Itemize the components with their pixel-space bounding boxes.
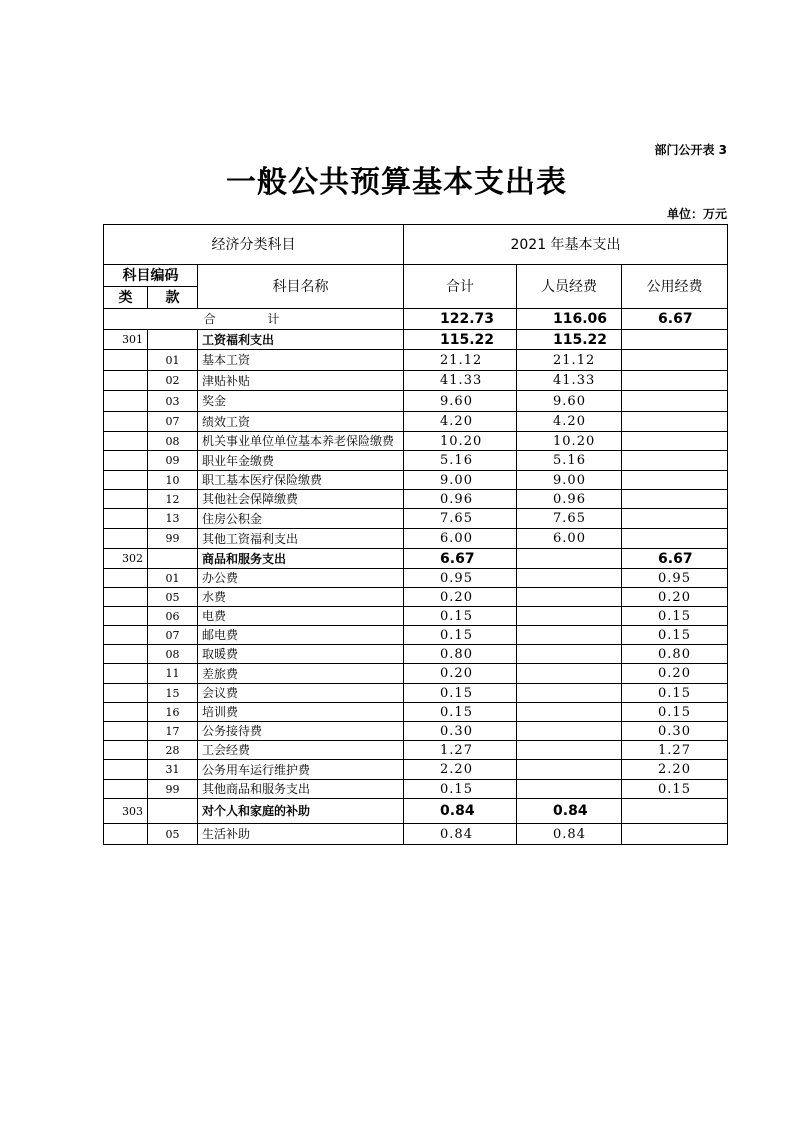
subject-name-cell: 绩效工资 — [198, 412, 404, 432]
item-code-cell: 05 — [148, 824, 198, 845]
public-header: 公用经费 — [622, 265, 728, 309]
table-row — [104, 703, 728, 722]
item-code-cell: 02 — [148, 371, 198, 391]
subject-code-header: 科目编码 — [104, 265, 198, 287]
table-row — [104, 684, 728, 703]
personnel-cell: 0.96 — [517, 490, 622, 509]
subject-name-cell: 取暖费 — [198, 645, 404, 664]
class-code-cell — [104, 607, 148, 626]
table-row — [104, 780, 728, 799]
public-cell — [622, 432, 728, 451]
personnel-cell — [517, 549, 622, 569]
item-code-cell: 99 — [148, 529, 198, 549]
class-code-cell: 303 — [104, 799, 148, 824]
personnel-cell — [517, 569, 622, 588]
subject-name-cell: 水费 — [198, 588, 404, 607]
public-cell: 6.67 — [622, 549, 728, 569]
item-code-cell — [148, 549, 198, 569]
total-header: 合计 — [404, 265, 517, 309]
class-code-cell — [104, 664, 148, 684]
class-code-cell — [104, 490, 148, 509]
class-code-cell — [104, 780, 148, 799]
personnel-header: 人员经费 — [517, 265, 622, 309]
personnel-cell — [517, 684, 622, 703]
total-cell: 0.20 — [404, 588, 517, 607]
budget-table — [103, 224, 728, 845]
table-row — [104, 371, 728, 391]
subject-name-cell: 差旅费 — [198, 664, 404, 684]
class-code-cell: 301 — [104, 330, 148, 350]
personnel-cell: 0.84 — [517, 824, 622, 845]
personnel-cell: 6.00 — [517, 529, 622, 549]
class-code-cell — [104, 760, 148, 780]
personnel-cell: 21.12 — [517, 350, 622, 371]
subject-name-cell: 机关事业单位单位基本养老保险缴费 — [198, 432, 404, 451]
table-row — [104, 432, 728, 451]
subject-name-cell: 培训费 — [198, 703, 404, 722]
subject-name-cell: 职业年金缴费 — [198, 451, 404, 471]
subject-name-cell: 工会经费 — [198, 741, 404, 760]
class-code-cell — [104, 432, 148, 451]
public-cell — [622, 330, 728, 350]
public-cell: 0.20 — [622, 588, 728, 607]
personnel-cell — [517, 760, 622, 780]
public-cell — [622, 350, 728, 371]
public-cell — [622, 529, 728, 549]
item-code-cell: 28 — [148, 741, 198, 760]
public-cell — [622, 451, 728, 471]
subject-name-cell: 会议费 — [198, 684, 404, 703]
total-personnel: 116.06 — [517, 309, 622, 330]
public-cell — [622, 471, 728, 490]
table-row — [104, 664, 728, 684]
class-code-cell: 302 — [104, 549, 148, 569]
total-label: 合 计 — [104, 309, 404, 330]
table-row — [104, 451, 728, 471]
table-row — [104, 529, 728, 549]
public-cell: 1.27 — [622, 741, 728, 760]
item-code-cell: 31 — [148, 760, 198, 780]
subject-name-cell: 其他社会保障缴费 — [198, 490, 404, 509]
total-cell: 0.80 — [404, 645, 517, 664]
personnel-cell — [517, 703, 622, 722]
item-code-cell: 10 — [148, 471, 198, 490]
personnel-cell: 5.16 — [517, 451, 622, 471]
public-cell — [622, 824, 728, 845]
item-code-cell: 01 — [148, 350, 198, 371]
class-code-cell — [104, 529, 148, 549]
total-cell: 0.95 — [404, 569, 517, 588]
item-code-cell: 07 — [148, 412, 198, 432]
class-code-cell — [104, 569, 148, 588]
public-cell: 0.15 — [622, 607, 728, 626]
public-cell — [622, 412, 728, 432]
table-row — [104, 549, 728, 569]
item-code-cell: 12 — [148, 490, 198, 509]
personnel-cell — [517, 607, 622, 626]
item-code-cell: 08 — [148, 432, 198, 451]
item-code-cell: 06 — [148, 607, 198, 626]
personnel-cell: 115.22 — [517, 330, 622, 350]
total-public: 6.67 — [622, 309, 728, 330]
personnel-cell: 9.00 — [517, 471, 622, 490]
table-row — [104, 607, 728, 626]
table-row — [104, 471, 728, 490]
personnel-cell — [517, 722, 622, 741]
subject-name-cell: 公务用车运行维护费 — [198, 760, 404, 780]
item-header: 款 — [148, 287, 198, 309]
public-cell — [622, 509, 728, 529]
total-cell: 9.60 — [404, 391, 517, 412]
subject-name-cell: 办公费 — [198, 569, 404, 588]
header-row-1 — [104, 225, 728, 265]
total-cell: 0.15 — [404, 607, 517, 626]
public-cell: 2.20 — [622, 760, 728, 780]
total-cell: 0.15 — [404, 684, 517, 703]
table-row — [104, 626, 728, 645]
class-code-cell — [104, 824, 148, 845]
personnel-cell — [517, 780, 622, 799]
unit-label: 单位：万元 — [666, 207, 727, 221]
document-title: 一般公共预算基本支出表 — [226, 165, 567, 200]
public-cell: 0.30 — [622, 722, 728, 741]
personnel-cell: 9.60 — [517, 391, 622, 412]
public-cell: 0.80 — [622, 645, 728, 664]
total-cell: 115.22 — [404, 330, 517, 350]
class-header: 类 — [104, 287, 148, 309]
personnel-cell — [517, 588, 622, 607]
subject-name-cell: 基本工资 — [198, 350, 404, 371]
public-cell — [622, 799, 728, 824]
class-code-cell — [104, 626, 148, 645]
table-row — [104, 741, 728, 760]
public-cell: 0.15 — [622, 703, 728, 722]
public-cell — [622, 490, 728, 509]
class-code-cell — [104, 684, 148, 703]
item-code-cell: 15 — [148, 684, 198, 703]
public-cell: 0.95 — [622, 569, 728, 588]
class-code-cell — [104, 451, 148, 471]
class-code-cell — [104, 509, 148, 529]
item-code-cell: 03 — [148, 391, 198, 412]
total-cell: 4.20 — [404, 412, 517, 432]
class-code-cell — [104, 471, 148, 490]
total-cell: 5.16 — [404, 451, 517, 471]
item-code-cell: 07 — [148, 626, 198, 645]
personnel-cell — [517, 741, 622, 760]
item-code-cell: 13 — [148, 509, 198, 529]
personnel-cell — [517, 645, 622, 664]
public-cell: 0.15 — [622, 684, 728, 703]
personnel-cell: 41.33 — [517, 371, 622, 391]
personnel-cell: 7.65 — [517, 509, 622, 529]
total-cell: 0.96 — [404, 490, 517, 509]
personnel-cell: 10.20 — [517, 432, 622, 451]
subject-name-cell: 电费 — [198, 607, 404, 626]
econ-category-header: 经济分类科目 — [104, 225, 404, 265]
item-code-cell: 08 — [148, 645, 198, 664]
total-cell: 7.65 — [404, 509, 517, 529]
subject-name-cell: 住房公积金 — [198, 509, 404, 529]
subject-name-cell: 商品和服务支出 — [198, 549, 404, 569]
item-code-cell: 05 — [148, 588, 198, 607]
subject-name-cell: 其他商品和服务支出 — [198, 780, 404, 799]
table-row — [104, 824, 728, 845]
subject-name-cell: 邮电费 — [198, 626, 404, 645]
class-code-cell — [104, 350, 148, 371]
total-cell: 0.20 — [404, 664, 517, 684]
year-expense-header: 2021 年基本支出 — [404, 225, 728, 265]
personnel-cell: 0.84 — [517, 799, 622, 824]
total-cell: 0.30 — [404, 722, 517, 741]
subject-name-cell: 工资福利支出 — [198, 330, 404, 350]
table-row — [104, 412, 728, 432]
class-code-cell — [104, 391, 148, 412]
personnel-cell — [517, 626, 622, 645]
subject-name-cell: 对个人和家庭的补助 — [198, 799, 404, 824]
table-row — [104, 799, 728, 824]
class-code-cell — [104, 741, 148, 760]
public-cell — [622, 391, 728, 412]
total-cell: 41.33 — [404, 371, 517, 391]
public-cell: 0.20 — [622, 664, 728, 684]
table-row — [104, 722, 728, 741]
item-code-cell: 01 — [148, 569, 198, 588]
header-row-2 — [104, 265, 728, 287]
item-code-cell — [148, 799, 198, 824]
personnel-cell: 4.20 — [517, 412, 622, 432]
table-row — [104, 645, 728, 664]
subject-name-cell: 公务接待费 — [198, 722, 404, 741]
personnel-cell — [517, 664, 622, 684]
document-label: 部门公开表 3 — [654, 143, 727, 157]
total-cell: 0.84 — [404, 799, 517, 824]
table-row — [104, 588, 728, 607]
class-code-cell — [104, 588, 148, 607]
table-row — [104, 490, 728, 509]
total-cell: 1.27 — [404, 741, 517, 760]
table-row — [104, 760, 728, 780]
item-code-cell: 17 — [148, 722, 198, 741]
class-code-cell — [104, 371, 148, 391]
item-code-cell — [148, 330, 198, 350]
class-code-cell — [104, 722, 148, 741]
total-cell: 21.12 — [404, 350, 517, 371]
total-cell: 6.00 — [404, 529, 517, 549]
table-row — [104, 509, 728, 529]
total-cell: 2.20 — [404, 760, 517, 780]
table-row — [104, 391, 728, 412]
table-row — [104, 330, 728, 350]
subject-name-header: 科目名称 — [198, 265, 404, 309]
class-code-cell — [104, 703, 148, 722]
public-cell — [622, 371, 728, 391]
item-code-cell: 99 — [148, 780, 198, 799]
subject-name-cell: 职工基本医疗保险缴费 — [198, 471, 404, 490]
item-code-cell: 16 — [148, 703, 198, 722]
total-cell: 0.15 — [404, 703, 517, 722]
total-cell: 0.84 — [404, 824, 517, 845]
public-cell: 0.15 — [622, 626, 728, 645]
total-cell: 6.67 — [404, 549, 517, 569]
subject-name-cell: 津贴补贴 — [198, 371, 404, 391]
class-code-cell — [104, 412, 148, 432]
subject-name-cell: 其他工资福利支出 — [198, 529, 404, 549]
subject-name-cell: 奖金 — [198, 391, 404, 412]
total-cell: 10.20 — [404, 432, 517, 451]
table-row — [104, 350, 728, 371]
total-row — [104, 309, 728, 330]
subject-name-cell: 生活补助 — [198, 824, 404, 845]
item-code-cell: 09 — [148, 451, 198, 471]
total-sum: 122.73 — [404, 309, 517, 330]
total-cell: 9.00 — [404, 471, 517, 490]
item-code-cell: 11 — [148, 664, 198, 684]
class-code-cell — [104, 645, 148, 664]
total-cell: 0.15 — [404, 780, 517, 799]
table-row — [104, 569, 728, 588]
total-cell: 0.15 — [404, 626, 517, 645]
public-cell: 0.15 — [622, 780, 728, 799]
